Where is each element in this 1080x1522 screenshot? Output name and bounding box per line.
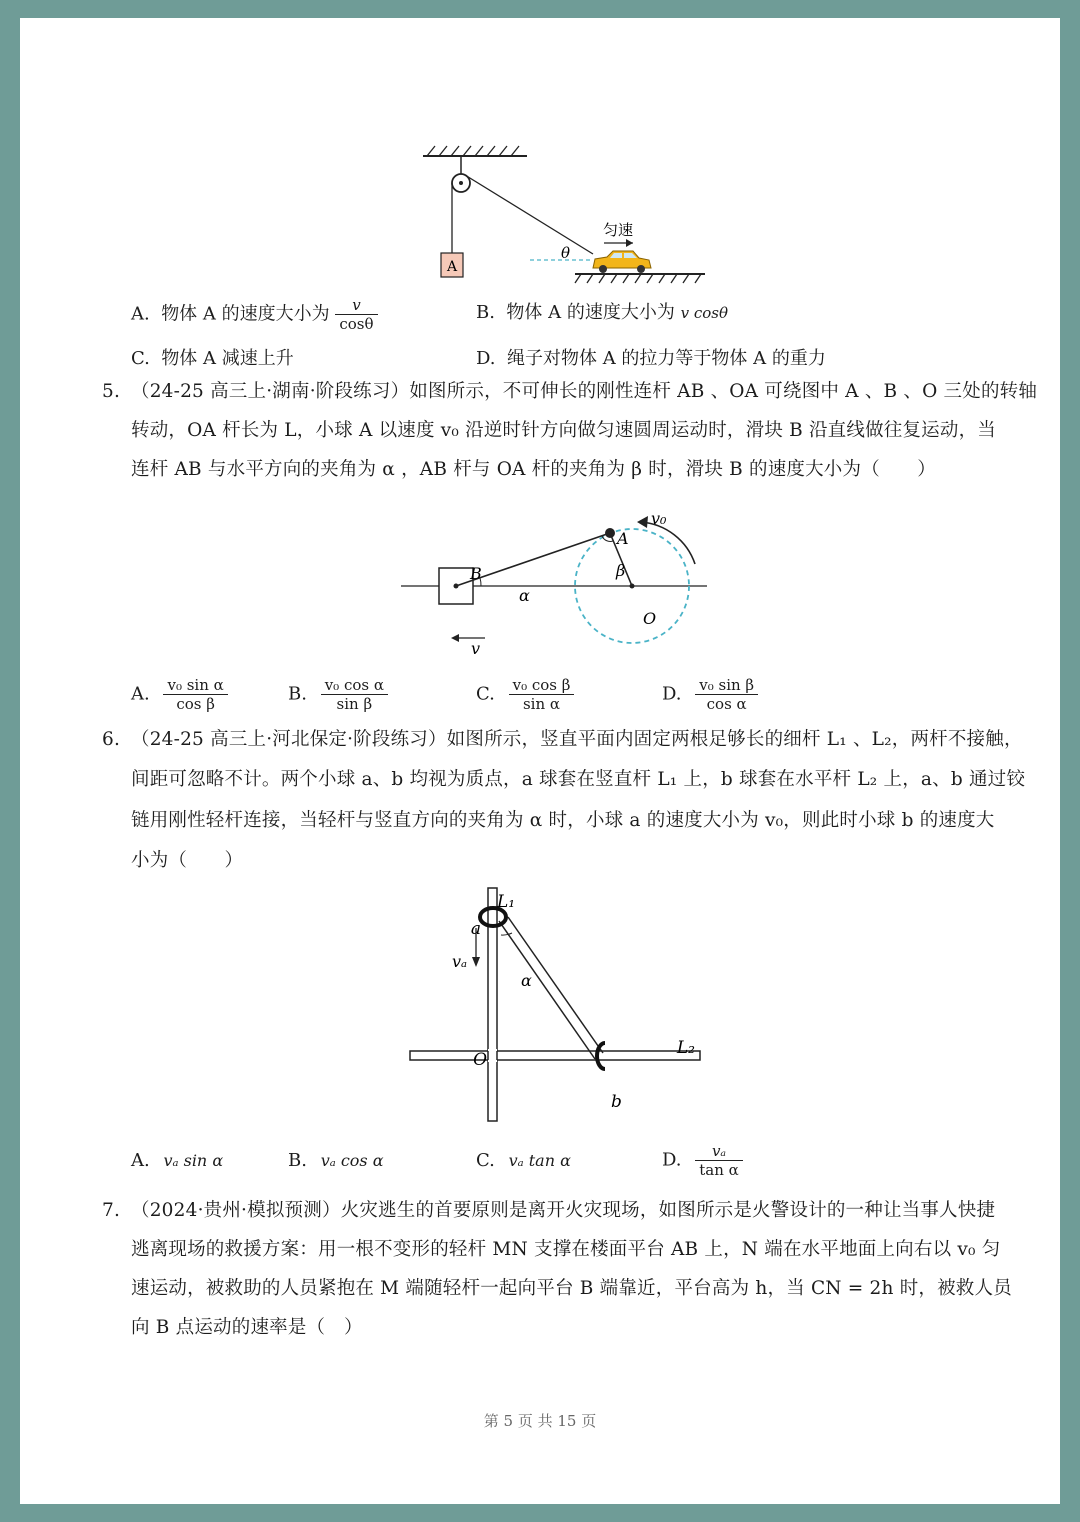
q7-line1: （2024·贵州·模拟预测）火灾逃生的首要原则是离开火灾现场，如图所示是火警设计的一种让当事人快捷 [131, 1200, 996, 1221]
q5-option-d[interactable] [662, 676, 758, 713]
q6-option-c-prefix: C. [476, 1150, 495, 1171]
q4-option-b-expr: v cosθ [680, 304, 728, 322]
q5-option-a-den: cos β [176, 695, 215, 713]
q6-option-d[interactable] [662, 1142, 743, 1179]
fig6-va: vₐ [451, 952, 467, 971]
q5-line1: （24-25 高三上·湖南·阶段练习）如图所示，不可伸长的刚性连杆 AB 、OA 可绕图中 A 、B 、O 三处的转轴 [131, 381, 1038, 402]
q6-number: 6. [102, 729, 121, 750]
fig5-alpha: α [519, 586, 530, 605]
q7-line2: 逃离现场的救援方案：用一根不变形的轻杆 MN 支撑在楼面平台 AB 上，N 端在水平地面上向右以 v₀ 匀 [131, 1239, 1001, 1260]
q5-option-d-den: cos α [706, 695, 747, 713]
q6-option-b[interactable] [288, 1150, 384, 1171]
theta-label: θ [561, 244, 571, 262]
fig6-L2: L₂ [676, 1038, 695, 1058]
q5-option-c-prefix: C. [476, 683, 495, 705]
q6-option-c[interactable] [476, 1150, 571, 1171]
q5-option-b[interactable] [288, 676, 388, 713]
q6-option-a-prefix: A. [131, 1150, 150, 1171]
fig5-A: A [617, 529, 629, 548]
fig5-v: v [471, 639, 481, 658]
linkage-figure [395, 496, 715, 671]
rods-figure [405, 883, 725, 1128]
q5-option-b-den: sin β [336, 695, 373, 713]
q6-option-d-prefix: D. [662, 1149, 682, 1171]
q7-line3: 速运动，被救助的人员紧抱在 M 端随轻杆一起向平台 B 端靠近，平台高为 h，当 CN = 2h 时，被救人员 [131, 1278, 1012, 1299]
pulley-car-figure [415, 128, 715, 293]
q4-option-a-num: v [335, 296, 377, 315]
q6-option-a[interactable] [131, 1150, 223, 1171]
q5-option-b-prefix: B. [288, 683, 307, 705]
q5-option-d-num: v₀ sin β [695, 676, 758, 695]
q5-option-c[interactable] [476, 676, 574, 713]
q6-line4: 小为（ ） [131, 850, 244, 871]
q5-option-d-prefix: D. [662, 683, 682, 705]
q5-option-c-num: v₀ cos β [509, 676, 575, 695]
q4-option-b-prefix: B. [476, 302, 495, 323]
q5-number: 5. [102, 381, 121, 402]
q4-option-a-text: 物体 A 的速度大小为 [161, 303, 330, 325]
fig5-v0: v₀ [651, 509, 667, 528]
q5-line2: 转动，OA 杆长为 L，小球 A 以速度 v₀ 沿逆时针方向做匀速圆周运动时，滑块 B 沿直线做往复运动，当 [131, 420, 996, 441]
q4-option-d-prefix: D. [476, 348, 496, 369]
q6-option-a-text: vₐ sin α [163, 1151, 224, 1170]
q4-option-d-text: 绳子对物体 A 的拉力等于物体 A 的重力 [506, 348, 826, 369]
q6-option-d-den: tan α [699, 1161, 739, 1179]
q6-line1: （24-25 高三上·河北保定·阶段练习）如图所示，竖直平面内固定两根足够长的细杆 L₁ 、L₂，两杆不接触， [131, 729, 1023, 750]
fig6-b: b [611, 1092, 622, 1112]
q4-option-c[interactable] [131, 344, 294, 370]
car-icon [593, 251, 651, 273]
q6-option-b-text: vₐ cos α [320, 1151, 384, 1170]
q6-option-c-text: vₐ tan α [508, 1151, 571, 1170]
q4-option-a-prefix: A. [131, 303, 150, 325]
q7-line4: 向 B 点运动的速率是（ ） [131, 1317, 363, 1338]
q6-option-b-prefix: B. [288, 1150, 307, 1171]
fig6-L1: L₁ [497, 892, 516, 912]
q4-option-c-text: 物体 A 减速上升 [161, 348, 294, 369]
q4-option-a-den: cosθ [339, 315, 374, 333]
fig6-a: a [470, 919, 481, 939]
q5-option-a-num: v₀ sin α [163, 676, 227, 695]
q4-option-b-text: 物体 A 的速度大小为 [506, 302, 675, 323]
block-a-label: A [446, 259, 458, 275]
q4-option-b[interactable] [476, 298, 728, 324]
q5-option-b-num: v₀ cos α [321, 676, 388, 695]
q5-option-c-den: sin α [522, 695, 561, 713]
q5-option-a-prefix: A. [131, 683, 150, 705]
q5-line3: 连杆 AB 与水平方向的夹角为 α ，AB 杆与 OA 杆的夹角为 β 时，滑块 B 的速度大小为（ ） [131, 459, 937, 480]
fig5-O: O [643, 609, 657, 628]
q7-number: 7. [102, 1200, 121, 1221]
constant-speed-label: 匀速 [603, 221, 634, 239]
q6-line3: 链用刚性轻杆连接，当轻杆与竖直方向的夹角为 α 时，小球 a 的速度大小为 v₀，则此时小球 b 的速度大 [131, 810, 995, 831]
page-footer: 第 5 页 共 15 页 [483, 1412, 597, 1430]
page-sheet [20, 18, 1060, 1504]
fig5-beta: β [616, 561, 626, 580]
fig5-B: B [470, 564, 482, 583]
q6-option-d-num: vₐ [695, 1142, 743, 1161]
fig6-alpha: α [521, 971, 532, 990]
q4-option-d[interactable] [476, 344, 826, 370]
q4-option-a[interactable] [131, 296, 378, 333]
q6-line2: 间距可忽略不计。两个小球 a、b 均视为质点，a 球套在竖直杆 L₁ 上，b 球套在水平杆 L₂ 上，a、b 通过铰 [131, 769, 1026, 790]
q5-option-a[interactable] [131, 676, 228, 713]
q4-option-c-prefix: C. [131, 348, 150, 369]
fig6-O: O [473, 1050, 487, 1070]
